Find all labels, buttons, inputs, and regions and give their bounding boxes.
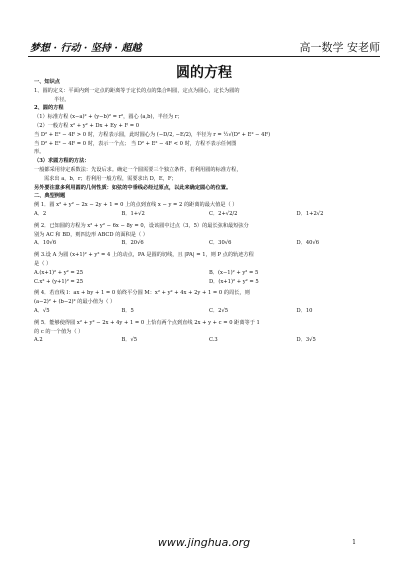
answer-option: D．1+2√2	[296, 210, 324, 217]
question-5	[34, 319, 384, 337]
answer-option: A.(x+1)² + y² = 25	[34, 269, 83, 276]
text-line: （2）一般方程 x² + y² + Dx + Ey + F = 0	[34, 122, 140, 129]
answer-option: B．5	[121, 307, 134, 314]
text-line: (a−2)² + (b−2)² 的最小值为（ ）	[34, 299, 116, 306]
q3-options-ab	[34, 269, 384, 278]
text-line: 需求出 a，b，r；若利用一般方程，需要求出 D，E，F；	[44, 175, 177, 182]
q1-options	[34, 210, 384, 219]
page-number: 1	[352, 539, 356, 546]
answer-option: A．10√6	[34, 240, 57, 247]
q3-options-cd	[34, 278, 384, 287]
answer-option: D．40√6	[296, 240, 320, 247]
text-line: 一、知识点	[34, 79, 60, 85]
answer-option: C．2√5	[209, 307, 229, 314]
text-line: 当 D² + E² − 4F = 0 时，表示一个点； 当 D² + E² − 4F < 0 时，方程不表示任何图	[34, 140, 237, 147]
answer-option: D．(x+1)² + y² = 5	[209, 278, 259, 285]
text-line: （3）求圆方程的方法：	[34, 158, 90, 165]
q2-options	[34, 239, 384, 248]
text-line: 二、典型例题	[34, 193, 66, 200]
page-header	[28, 36, 380, 57]
answer-option: C．30√6	[209, 240, 232, 247]
text-line: 是（ ）	[34, 260, 52, 267]
document-title: 圆的方程	[176, 65, 232, 81]
answer-option: A．2	[34, 210, 47, 217]
text-line: 例 1．圆 x² + y² − 2x − 2y + 1 = 0 上的点到直线 x − y = 2 的距离的最大值是（ ）	[34, 202, 238, 209]
text-line: 一般都采用待定系数法：先设后求。确定一个圆需要三个独立条件，若利用圆的标准方程，	[34, 166, 242, 173]
answer-option: B．(x−1)² + y² = 5	[209, 269, 259, 276]
answer-option: A．√5	[34, 307, 50, 314]
answer-option: B．20√6	[121, 240, 144, 247]
text-line: 例 5．能够使得圆 x² + y² − 2x + 4y + 1 = 0 上恰有两个点到直线 2x + y + c = 0 距离等于 1	[34, 319, 260, 326]
text-line: 的 c 的一个值为（ ）	[34, 328, 84, 335]
text-line: 2、圆的方程	[34, 105, 64, 112]
knowledge-section	[34, 78, 384, 210]
q4-options	[34, 307, 384, 316]
header-motto: 梦想 · 行动 · 坚持 · 超越	[30, 43, 142, 54]
text-line: 1、圆的定义：平面内到一定点的距离等于定长的点的集合叫圆，定点为圆心，定长为圆的	[34, 87, 240, 94]
question-2	[34, 222, 384, 240]
q5-options	[34, 336, 384, 345]
footer-url: www.jinghua.org	[157, 536, 251, 549]
text-line: 另外要注意多利用圆的几何性质：如弦的中垂线必经过原点，以此来确定圆心的位置。	[34, 184, 232, 191]
text-line: 例 2．已知圆的方程为 x² + y² − 6x − 8y = 0，设该圆中过点（3，5）的最长弦和最短弦分	[34, 222, 249, 229]
text-line: 例 3.设 A 为圆 (x+1)² + y² = 4 上的动点，PA 是圆的切线，且 |PA| = 1，则 P 点的轨迹方程	[34, 252, 254, 259]
question-3	[34, 251, 384, 269]
text-line: 当 D² + E² − 4F > 0 时，方程表示圆，此时圆心为 (−D/2, −E/2)，半径为 r = ½√(D² + E² − 4F)	[34, 131, 271, 138]
answer-option: B．1+√2	[121, 210, 145, 217]
answer-option: C．2+√2/2	[209, 210, 238, 217]
header-teacher: 高一数学 安老师	[299, 41, 380, 54]
question-4	[34, 289, 384, 307]
answer-option: B．√5	[121, 337, 138, 344]
answer-option: D．10	[296, 307, 313, 314]
answer-option: D．3√5	[296, 337, 316, 344]
answer-option: A.2	[34, 337, 43, 344]
answer-option: C.3	[209, 337, 218, 344]
answer-option: C.x² + (y+1)² = 25	[34, 278, 84, 285]
document-body	[34, 78, 384, 345]
text-line: （1）标准方程 (x−a)² + (y−b)² = r²，圆心 (a,b)，半径为 r；	[34, 114, 183, 121]
text-line: 例 4．若直线 l：ax + by + 1 = 0 始终平分圆 M：x² + y² + 4x + 2y + 1 = 0 的周长，则	[34, 290, 250, 297]
text-line: 别为 AC 和 BD，则四边形 ABCD 的面积是（ ）	[34, 231, 148, 238]
text-line: 半径。	[54, 96, 70, 103]
text-line: 形。	[34, 149, 45, 156]
